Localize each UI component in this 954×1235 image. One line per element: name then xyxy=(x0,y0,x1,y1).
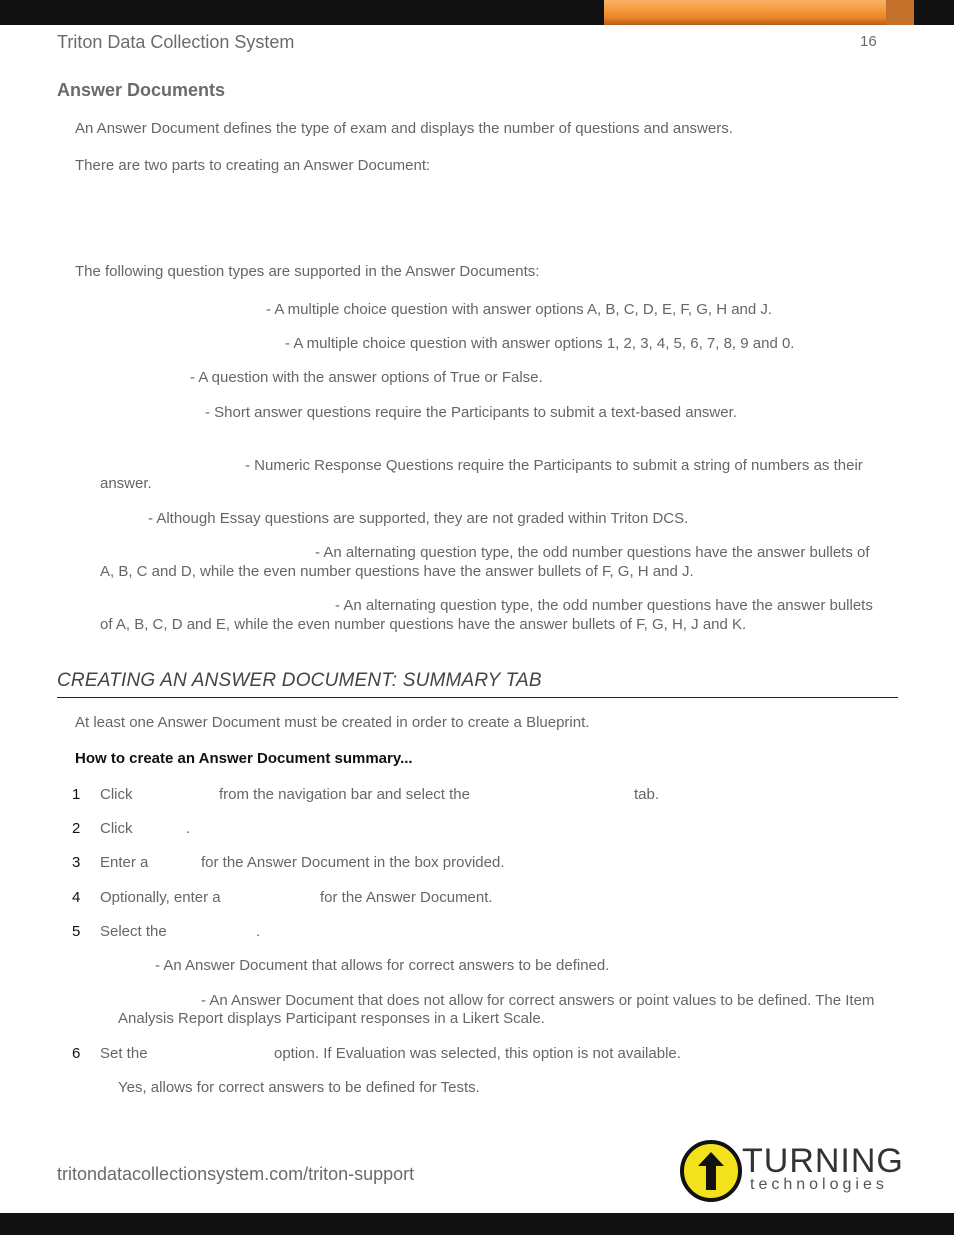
step-text: . xyxy=(186,820,191,837)
howto-heading: How to create an Answer Document summary... xyxy=(75,750,413,767)
step-text: Click xyxy=(100,820,133,837)
type-description-cont: A, B, C and D, while the even number questions have the answer bullets of F, G, H and J. xyxy=(100,563,694,580)
type-description-cont: answer. xyxy=(100,475,152,492)
step-text: Click xyxy=(100,786,133,803)
step-number: 4 xyxy=(72,889,81,906)
intro-paragraph: An Answer Document defines the type of exam and displays the number of questions and answers. xyxy=(75,120,733,137)
parts-paragraph: There are two parts to creating an Answer Document: xyxy=(75,157,431,174)
bottom-banner xyxy=(0,1213,954,1235)
step-number: 2 xyxy=(72,820,81,837)
section-title: Answer Documents xyxy=(57,80,226,100)
banner-accent-dark xyxy=(886,0,914,25)
type-description: - An alternating question type, the odd number questions have the answer bullets xyxy=(335,597,873,614)
banner-accent xyxy=(604,0,914,25)
top-banner xyxy=(0,0,954,25)
step-text: tab. xyxy=(634,786,660,803)
summary-intro: At least one Answer Document must be created in order to create a Blueprint. xyxy=(75,714,590,731)
step-text: Enter a xyxy=(100,854,149,871)
type-description: - A question with the answer options of True or False. xyxy=(190,369,543,386)
heading-divider xyxy=(57,697,898,698)
step-number: 3 xyxy=(72,854,81,871)
type-description-cont: of A, B, C, D and E, while the even number questions have the answer bullets of F, G, H, J and K. xyxy=(100,616,747,633)
step-number: 5 xyxy=(72,923,81,940)
support-url: tritondatacollectionsystem.com/triton-support xyxy=(57,1164,415,1184)
document-title: Triton Data Collection System xyxy=(57,32,295,52)
type-description: - A multiple choice question with answer options 1, 2, 3, 4, 5, 6, 7, 8, 9 and 0. xyxy=(285,335,795,352)
type-description: - Although Essay questions are supported, they are not graded within Triton DCS. xyxy=(148,510,689,527)
step-text: Optionally, enter a xyxy=(100,889,221,906)
type-description: - An alternating question type, the odd number questions have the answer bullets of xyxy=(315,544,870,561)
type-description: - Short answer questions require the Participants to submit a text-based answer. xyxy=(205,404,737,421)
step-sub-item: - An Answer Document that does not allow for correct answers or point values to be defined. The Item xyxy=(201,992,875,1009)
step-sub-item-cont: Analysis Report displays Participant responses in a Likert Scale. xyxy=(118,1010,545,1027)
step-text: . xyxy=(256,923,261,940)
step-number: 1 xyxy=(72,786,81,803)
summary-heading: CREATING AN ANSWER DOCUMENT: SUMMARY TAB xyxy=(57,670,542,691)
logo-subtitle: technologies xyxy=(750,1176,888,1193)
step-text: from the navigation bar and select the xyxy=(219,786,470,803)
type-description: - A multiple choice question with answer options A, B, C, D, E, F, G, H and J. xyxy=(266,301,773,318)
step-text: Set the xyxy=(100,1045,148,1062)
logo-wordmark: TURNING xyxy=(742,1142,904,1180)
step-text: option. If Evaluation was selected, this option is not available. xyxy=(274,1045,681,1062)
step-sub-item: - An Answer Document that allows for correct answers to be defined. xyxy=(155,957,610,974)
turning-technologies-logo xyxy=(680,1140,912,1202)
step-sub-item: Yes, allows for correct answers to be defined for Tests. xyxy=(118,1079,480,1096)
step-number: 6 xyxy=(72,1045,81,1062)
step-text: Select the xyxy=(100,923,167,940)
step-text: for the Answer Document in the box provided. xyxy=(201,854,505,871)
up-arrow-circle-icon xyxy=(680,1140,742,1202)
type-description: - Numeric Response Questions require the Participants to submit a string of numbers as their xyxy=(245,457,863,474)
step-text: for the Answer Document. xyxy=(320,889,493,906)
page-number: 16 xyxy=(860,33,877,50)
types-intro: The following question types are supported in the Answer Documents: xyxy=(75,263,540,280)
